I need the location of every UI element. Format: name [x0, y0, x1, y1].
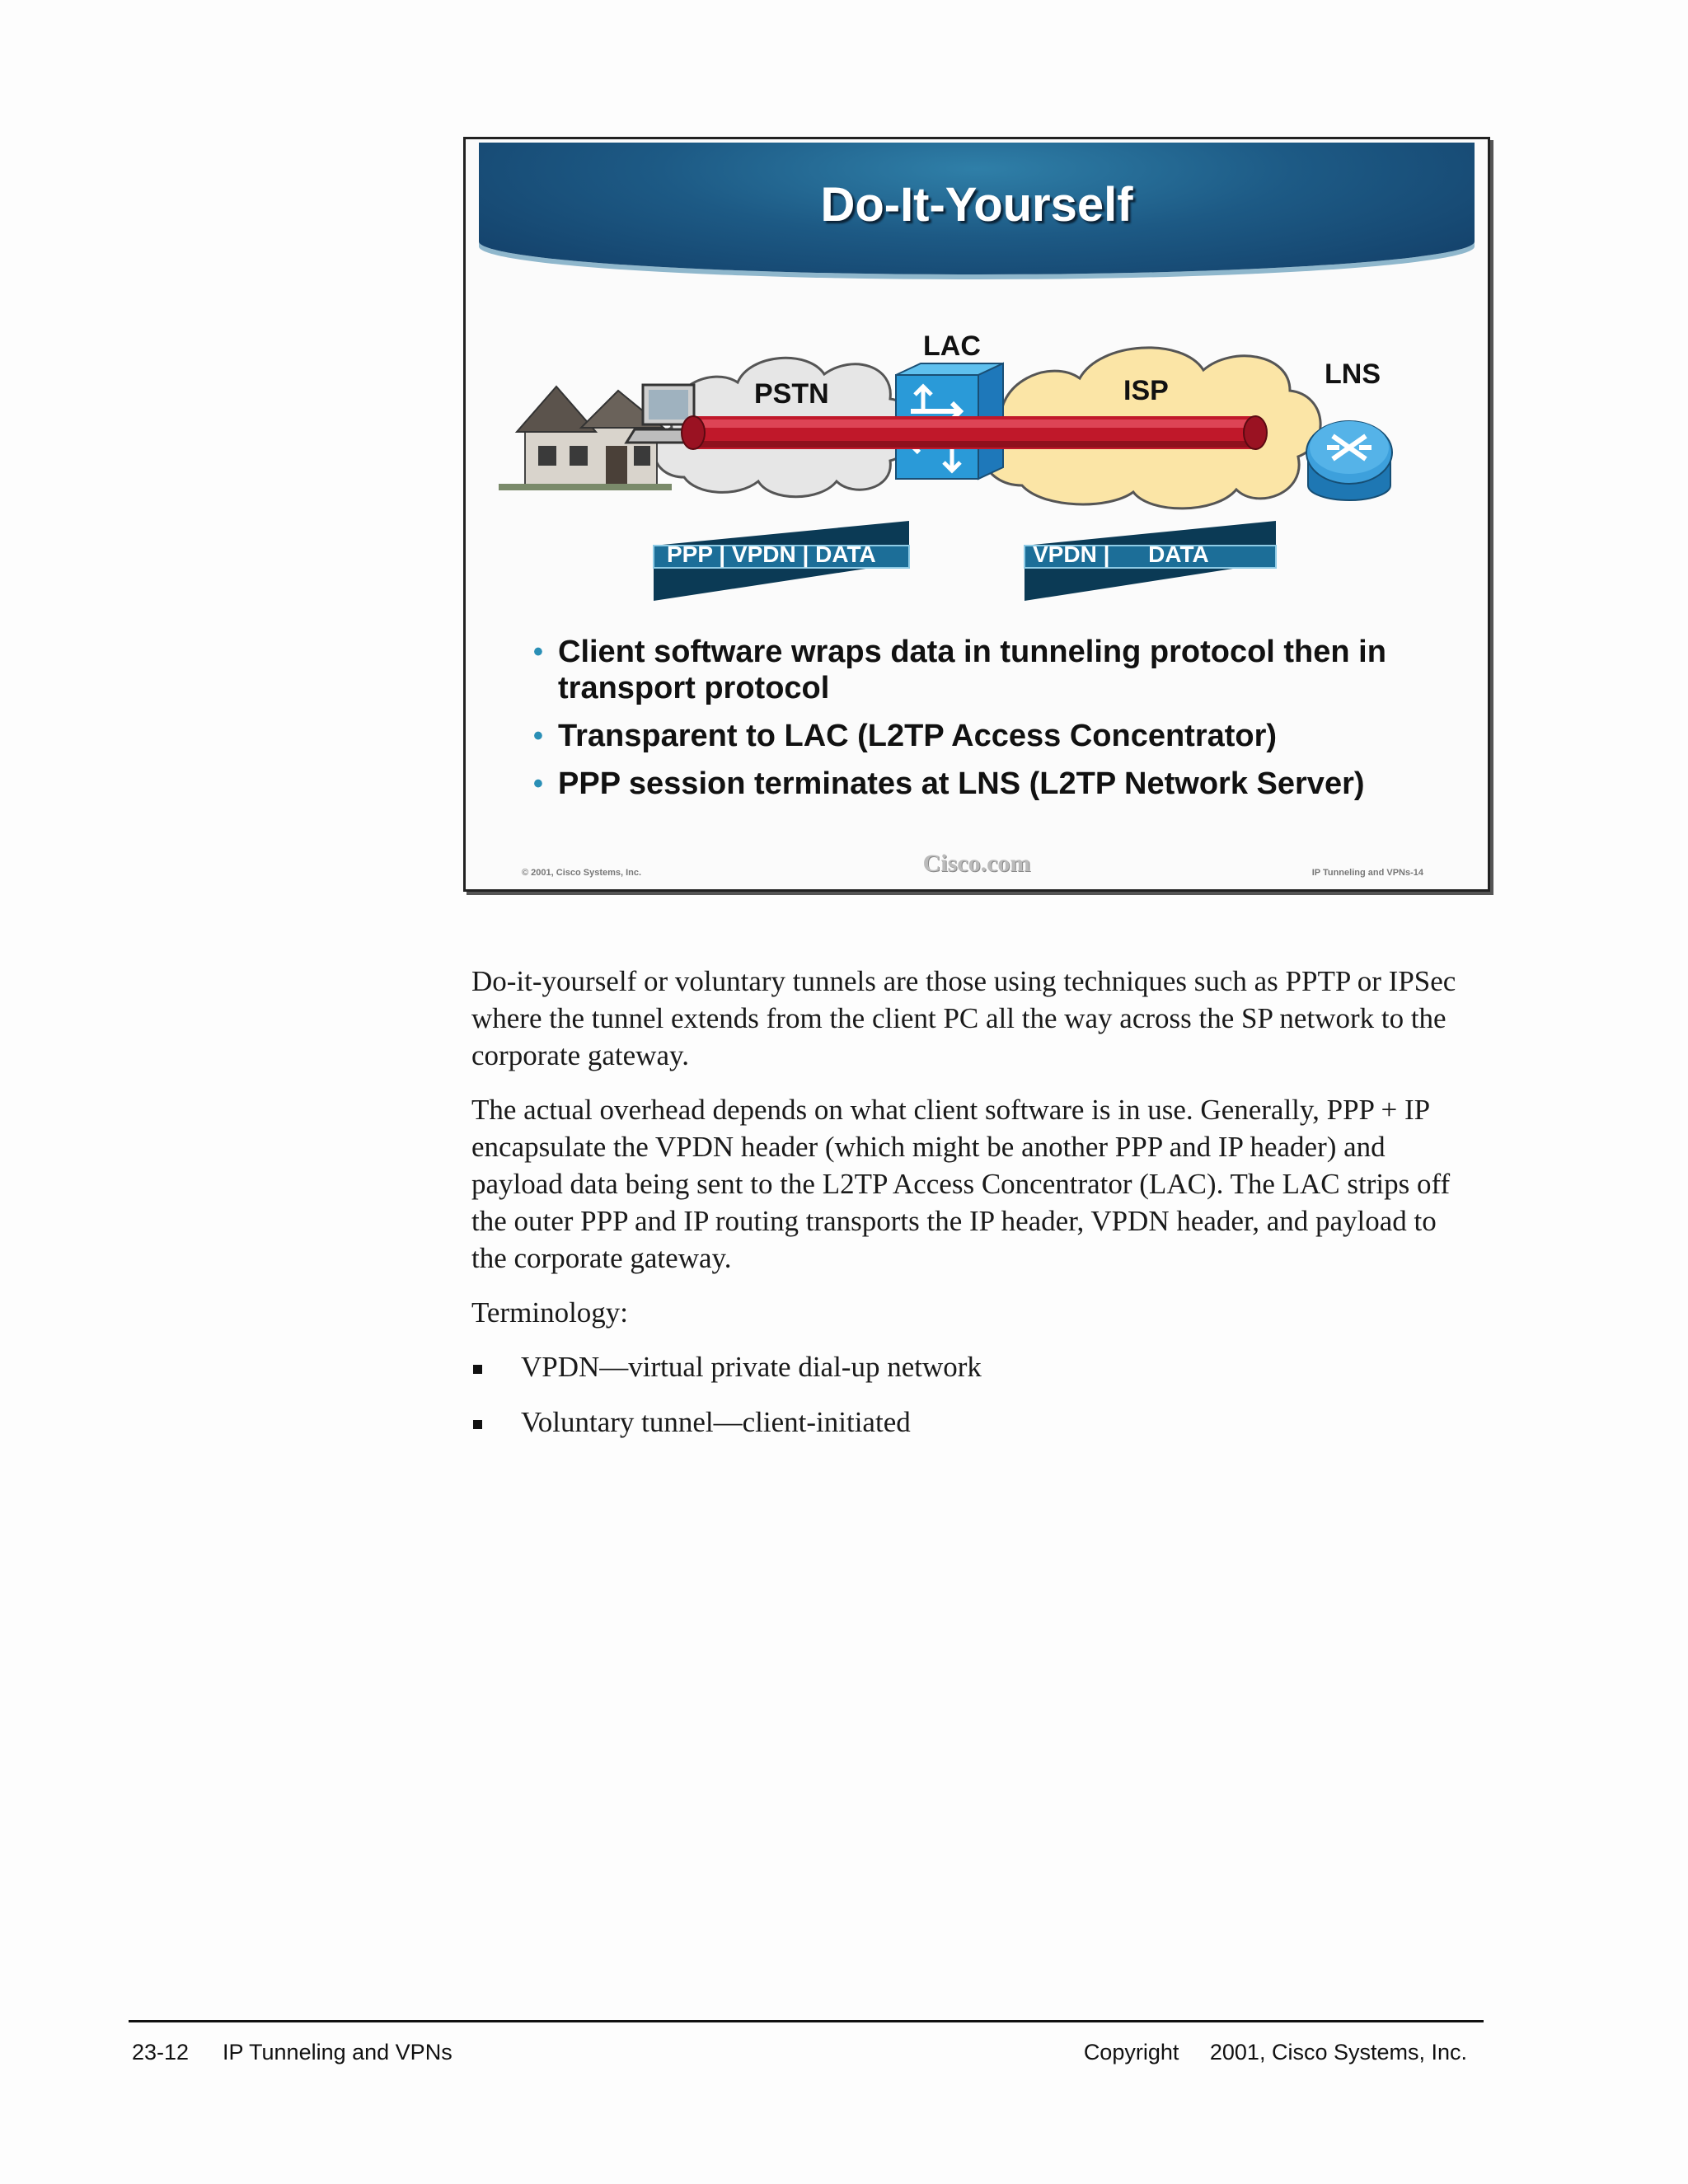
bullet-dot-icon: •: [533, 636, 543, 668]
cisco-logo: Cisco.com: [922, 850, 1031, 877]
tunnel-pipe: [682, 416, 1267, 449]
lns-router-icon: [1306, 421, 1392, 500]
packet-right-label: VPDN | DATA: [1033, 541, 1209, 567]
bullet-dot-icon: •: [533, 720, 543, 752]
body-paragraph: Do-it-yourself or voluntary tunnels are those using techniques such as PPTP or IPSec where the tunnel extends from the client PC all the way across the SP network to the corporate gateway.: [471, 965, 1456, 1071]
bullet-dot-icon: •: [533, 768, 543, 799]
slide-number: IP Tunneling and VPNs-14: [1311, 868, 1423, 878]
footer-copyright: Copyright 2001, Cisco Systems, Inc.: [1083, 2040, 1467, 2064]
slide-bullet-list: [532, 634, 1455, 813]
chapter-title: IP Tunneling and VPNs: [223, 2040, 452, 2064]
footer-divider: [129, 2020, 1484, 2022]
list-item: Voluntary tunnel—client-initiated: [471, 1404, 1461, 1441]
lns-label: LNS: [1325, 359, 1381, 390]
square-bullet-icon: [473, 1420, 482, 1429]
slide-title: Do-It-Yourself: [820, 178, 1133, 232]
body-text: [471, 963, 1461, 1459]
slide-copyright: © 2001, Cisco Systems, Inc.: [522, 868, 642, 878]
slide-bullet: • Transparent to LAC (L2TP Access Concentrator): [533, 719, 1278, 753]
body-paragraph: The actual overhead depends on what client software is in use. Generally, PPP + IP encapsulate the VPDN header (which might be another PPP and IP header) and payload data being sent to the L2TP Access Concentrator (LAC). The LAC strips off the outer PPP and IP routing transports the IP header, VPDN header, and payload to the corporate gateway.: [471, 1094, 1451, 1274]
lac-label: LAC: [923, 330, 981, 362]
terminology-heading: Terminology:: [471, 1296, 629, 1329]
list-item: VPDN—virtual private dial-up network: [471, 1348, 1461, 1385]
slide-bullet: • Client software wraps data in tunneling protocol then in transport protocol: [533, 635, 1386, 705]
packet-left-label: PPP | VPDN | DATA: [667, 541, 876, 567]
page-number: 23-12: [132, 2040, 190, 2064]
square-bullet-icon: [473, 1365, 482, 1374]
pstn-label: PSTN: [754, 378, 829, 410]
terminology-list: [471, 1348, 1461, 1441]
slide-bullet: • PPP session terminates at LNS (L2TP Network Server): [533, 766, 1365, 801]
slide-figure: [463, 137, 1490, 892]
isp-label: ISP: [1123, 375, 1169, 406]
